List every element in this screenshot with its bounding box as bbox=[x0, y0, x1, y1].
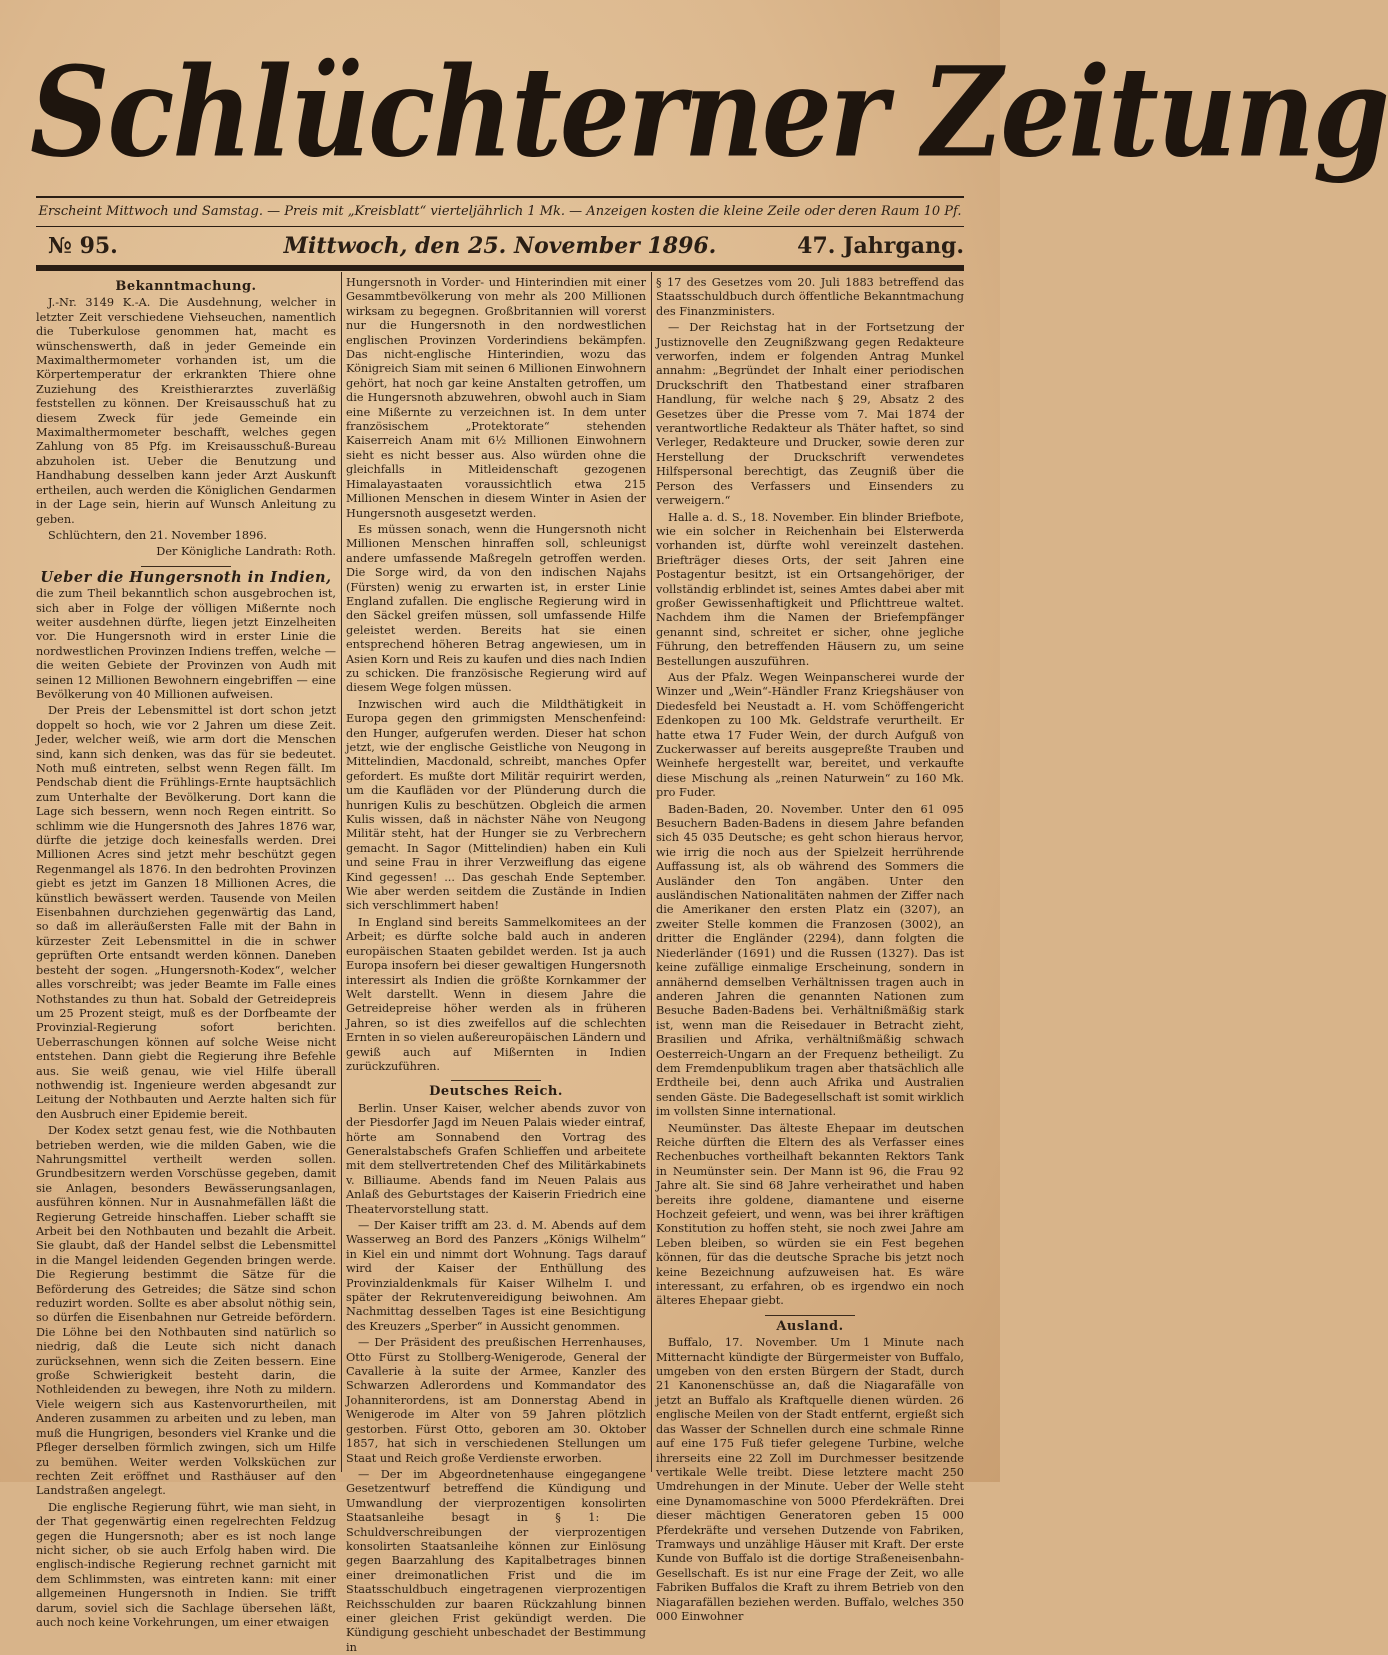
paragraph: § 17 des Gesetzes vom 20. Juli 1883 betreffend das Staatsschuldbuch durch öffentliche Bekanntmachung des Finanzministers. bbox=[656, 276, 964, 318]
paragraph: Der Kodex setzt genau fest, wie die Nothbauten betrieben werden, wie die milden Gaben, wie die Nahrungsmittel vertheilt werden sollen. Grundbesitzern werden Vorschüsse gegeben, damit sie Anlagen, besonders Bewässerungsanlagen, ausführen können. Nur in Ausnahmefällen läßt die Regierung Getreide hinschaffen. Lieber schafft sie Arbeit bei den Nothbauten und bezahlt die Arbeit. Sie glaubt, daß der Handel selbst die Lebensmittel in die Mangel leidenden Gegenden bringen werde. Die Regierung bestimmt die Sätze für die Beförderung des Getreides; die Sätze sind schon reduzirt worden. Sollte es aber absolut nöthig sein, so dürfen die Eisenbahnen nur Getreide befördern. Die Löhne bei den Nothbauten sind natürlich so niedrig, daß die Leute sich nicht danach zurücksehnen, wenn sich die Zeiten bessern. Eine große Schwierigkeit besteht darin, die Nothleidenden zu bewegen, ihre Noth zu mildern. Viele weigern sich aus Kastenvorurtheilen, mit Anderen zusammen zu arbeiten und zu leben, man muß die Hungrigen, besonders viel Kranke und die Pfleger derselben förmlich zwingen, sich um Hilfe zu bemühen. Weiter werden Volksküchen zur rechten Zeit eröffnet und Rasthäuser auf den Landstraßen angelegt. bbox=[36, 1124, 336, 1498]
section-heading-deutsches-reich: Deutsches Reich. bbox=[429, 1084, 563, 1100]
paragraph: Die englische Regierung führt, wie man sieht, in der That gegenwärtig einen regelrechten Feldzug gegen die Hungersnoth; aber es ist noch lange nicht sicher, ob sie auch Erfolg haben wird. Die englisch-indische Regierung rechnet garnicht mit dem Schlimmsten, was eintreten kann: mit einer allgemeinen Hungersnoth in Indien. Sie trifft darum, soviel sich die Sachlage übersehen läßt, auch noch keine Vorkehrungen, um einer etwaigen bbox=[36, 1500, 336, 1629]
notice-date: Schlüchtern, den 21. November 1896. bbox=[48, 528, 267, 542]
paragraph: Hungersnoth in Vorder- und Hinterindien mit einer Gesammtbevölkerung von mehr als 200 Millionen wirksam zu begegnen. Großbritannien will vorerst nur die Hungersnoth in den nordwestlichen englischen Provinzen Vorderindiens bekämpfen. Das nicht-englische Hinterindien, wozu das Königreich Siam mit seinen 6 Millionen Einwohnern gehört, hat noch gar keine Anstalten getroffen, um die Hungersnoth abzuwehren, obwohl auch in Siam eine Mißernte zu verzeichnen ist. In dem unter französischem „Protektorate“ stehenden Kaiserreich Anam mit 6½ Millionen Einwohnern sieht es nicht besser aus. Also würden ohne die gleichfalls in Mitleidenschaft gezogenen Himalayastaaten voraussichtlich etwa 215 Millionen Menschen in diesem Winter in Asien der Hungersnoth ausgesetzt werden. bbox=[346, 276, 646, 520]
notice-heading: Bekanntmachung. bbox=[115, 279, 257, 294]
column-1 bbox=[36, 276, 336, 1629]
paragraph: Buffalo, 17. November. Um 1 Minute nach Mitternacht kündigte der Bürgermeister von Buffalo, umgeben von den ersten Bürgern der Stadt, durch 21 Kanonenschüsse an, daß die Niagarafälle von jetzt an Buffalo als Kraftquelle dienen würden. 26 englische Meilen von der Stadt entfernt, ergießt sich das Wasser der Schnellen durch eine schmale Rinne auf eine 175 Fuß tiefer gelegene Turbine, welche ihrerseits eine 22 Zoll im Durchmesser besitzende vertikale Welle treibt. Diese letztere macht 250 Umdrehungen in der Minute. Ueber der Welle steht eine Dynamomaschine von 5000 Pferdekräften. Drei dieser mächtigen Generatoren geben 15 000 Pferdekräfte und versehen Dutzende von Fabriken, Tramways und unzählige Häuser mit Kraft. Der erste Kunde von Buffalo ist die dortige Straßeneisenbahn-Gesellschaft. Es ist nur eine Frage der Zeit, wo alle Fabriken Buffalos die Kraft zu ihrem Betrieb von den Niagarafällen beziehen werden. Buffalo, welches 350 000 Einwohner bbox=[656, 1336, 964, 1623]
paragraph: — Der im Abgeordnetenhause eingegangene Gesetzentwurf betreffend die Kündigung und Umwandlung der vierprozentigen konsolirten Staatsanleihe besagt in § 1: Die Schuldverschreibungen der vierprozentigen konsolirten Staatsanleihe können zur Einlösung gegen Baarzahlung des Kapitalbetrages binnen einer dreimonatlichen Frist und die im Staatsschuldbuch eingetragenen vierprozentigen Reichsschulden zur baaren Rückzahlung binnen einer gleichen Frist gekündigt werden. Die Kündigung geschieht unbeschadet der Bestimmung in bbox=[346, 1467, 646, 1654]
paragraph: Es müssen sonach, wenn die Hungersnoth nicht Millionen Menschen hinraffen soll, schleunigst andere umfassende Maßregeln getroffen werden. Die Sorge wird, da von den indischen Najahs (Fürsten) wenig zu erwarten ist, in erster Linie England zufallen. Die englische Regierung wird in den Säckel greifen müssen, soll umfassende Hilfe geleistet werden. Bereits hat sie einen entsprechend höheren Betrag angewiesen, um in Asien Korn und Reis zu kaufen und dies nach Indien zu schicken. Die französische Regierung wird auf diesem Wege folgen müssen. bbox=[346, 522, 646, 695]
paragraph: die zum Theil bekanntlich schon ausgebrochen ist, sich aber in Folge der völligen Mißernte noch weiter ausdehnen dürfte, liegen jetzt Einzelheiten vor. Die Hungersnoth wird in erster Linie die nordwestlichen Provinzen Indiens treffen, welche — die weiten Gebiete der Provinzen von Audh mit seinen 12 Millionen Bewohnern eingebriffen — eine Bevölkerung von 40 Millionen aufweisen. bbox=[36, 587, 336, 701]
paragraph: In England sind bereits Sammelkomitees an der Arbeit; es dürfte solche bald auch in anderen europäischen Staaten gebildet werden. Ist ja auch Europa insofern bei dieser gewaltigen Hungersnoth interessirt als Indien die größte Kornkammer der Welt darstellt. Wenn in diesem Jahre die Getreidepreise höher werden als in früheren Jahren, so ist dies zweifellos auf die schlechten Ernten in so vielen außereuropäischen Ländern und gewiß auch auf Mißernten in Indien zurückzuführen. bbox=[346, 915, 646, 1073]
paragraph: Baden-Baden, 20. November. Unter den 61 095 Besuchern Baden-Badens in diesem Jahre befanden sich 45 035 Deutsche; es geht schon hieraus hervor, wie irrig die noch aus der Spielzeit herrührende Auffassung ist, als ob während des Sommers die Ausländer den Ton angäben. Unter den ausländischen Nationalitäten nahmen der Ziffer nach die Amerikaner den ersten Platz ein (3207), an zweiter Stelle kommen die Franzosen (3002), an dritter die Engländer (2294), dann folgten die Niederländer (1691) und die Russen (1327). Das ist keine zufällige einmalige Erscheinung, sondern in annähernd demselben Verhältnissen tragen auch in anderen Jahren die genannten Nationen zum Besuche Baden-Badens bei. Verhältnißmäßig stark ist, wenn man die Reisedauer in Betracht zieht, Brasilien und Afrika, verhältnißmäßig schwach Oesterreich-Ungarn an der Frequenz betheiligt. Zu dem Fremdenpublikum tragen aber thatsächlich alle Erdtheile bei, denn auch Afrika und Australien senden Gäste. Die Badegesellschaft ist somit wirklich im vollsten Sinne international. bbox=[656, 802, 964, 1119]
issue-line bbox=[36, 226, 964, 266]
paragraph: — Der Reichstag hat in der Fortsetzung der Justiznovelle den Zeugnißzwang gegen Redakteure verworfen, indem er folgenden Antrag Munkel annahm: „Begründet der Inhalt einer periodischen Druckschrift den Thatbestand einer strafbaren Handlung, für welche nach § 29, Absatz 2 des Gesetzes über die Presse vom 7. Mai 1874 der verantwortliche Redakteur als Thäter haftet, so sind Verleger, Redakteure und Drucker, sowie deren zur Herstellung der Druckschrift verwendetes Hilfspersonal berechtigt, das Zeugniß über die Person des Verfassers und Einsenders zu verweigern.“ bbox=[656, 321, 964, 508]
separator bbox=[451, 1080, 541, 1081]
column-3 bbox=[656, 276, 964, 1623]
section-heading-ausland: Ausland. bbox=[776, 1318, 844, 1334]
paragraph: Inzwischen wird auch die Mildthätigkeit in Europa gegen den grimmigsten Menschenfeind: den Hunger, aufgerufen werden. Dieser hat schon jetzt, wie der englische Geistliche von Neugong in Mittelindien, Macdonald, schreibt, manches Opfer gefordert. Es mußte dort Militär requirirt werden, um die Kaufläden vor der Plünderung durch die hunrigen Kulis zu beschützen. Obgleich die armen Kulis wissen, daß in nächster Nähe von Neugong Militär steht, hat der Hunger sie zu Verbrechern gemacht. In Sagor (Mittelindien) haben ein Kuli und seine Frau in ihrer Verzweiflung das eigene Kind gegessen! ... Das geschah Ende September. Wie aber werden seitdem die Zustände in Indien sich verschlimmert haben! bbox=[346, 697, 646, 913]
article-heading-hungersnoth: Ueber die Hungersnoth in Indien, bbox=[40, 568, 332, 586]
separator bbox=[765, 1315, 855, 1316]
paragraph: Halle a. d. S., 18. November. Ein blinder Briefbote, wie ein solcher in Reichenhain bei Elsterwerda vorhanden ist, dürfte wohl vereinzelt dastehen. Briefträger dieses Orts, der seit Jahren eine Postagentur besitzt, ist ein Ortsangehöriger, der vollständig erblindet ist, seines Amtes dabei aber mit großer Gewissenhaftigkeit und Pflichttreue waltet. Nachdem ihm die Namen der Briefempfänger genannt sind, schreitet er sicher, ohne jegliche Führung, den betreffenden Häusern zu, um seine Bestellungen auszuführen. bbox=[656, 510, 964, 668]
notice-signature: Der Königliche Landrath: Roth. bbox=[156, 545, 336, 559]
masthead-title: Schlüchterner Zeitung bbox=[30, 40, 1388, 185]
paragraph: Berlin. Unser Kaiser, welcher abends zuvor von der Piesdorfer Jagd im Neuen Palais wieder eintraf, hörte am Sonnabend den Vortrag des Generalstabschefs Grafen Schlieffen und arbeitete mit dem stellvertretenden Chef des Militärkabinets v. Billiaume. Abends fand im Neuen Palais aus Anlaß des Geburtstages der Kaiserin Friedrich eine Theatervorstellung statt. bbox=[346, 1101, 646, 1216]
paragraph: Aus der Pfalz. Wegen Weinpanscherei wurde der Winzer und „Wein“-Händler Franz Kriegshäuser von Diedesfeld bei Neustadt a. H. vom Schöffengericht Edenkopen zu 100 Mk. Geldstrafe verurtheilt. Er hatte etwa 17 Fuder Wein, der durch Aufguß von Zuckerwasser auf bereits ausgepreßte Trauben und Weinhefe hergestellt war, bereitet, und verkaufte diese Mischung als „reinen Naturwein“ zu 160 Mk. pro Fuder. bbox=[656, 670, 964, 800]
column-divider bbox=[651, 272, 652, 1472]
paragraph: — Der Präsident des preußischen Herrenhauses, Otto Fürst zu Stollberg-Wenigerode, General der Cavallerie à la suite der Armee, Kanzler des Schwarzen Adlerordens und Kommandator des Johanniterordens, ist am Donnerstag Abend in Wenigerode im Alter von 59 Jahren plötzlich gestorben. Fürst Otto, geboren am 30. Oktober 1857, hat sich in verschiedenen Stellungen um Staat und Reich große Verdienste erworben. bbox=[346, 1336, 646, 1465]
subscription-line: Erscheint Mittwoch und Samstag. — Preis mit „Kreisblatt“ vierteljährlich 1 Mk. — Anzeigen kosten die kleine Zeile oder deren Raum 10 Pf. bbox=[36, 196, 964, 227]
notice-body: J.-Nr. 3149 K.-A. Die Ausdehnung, welcher in letzter Zeit verschiedene Viehseuchen, namentlich die Tuberkulose genommen hat, macht es wünschenswerth, daß in jeder Gemeinde ein Maximalthermometer vorhanden ist, um die Körpertemperatur der erkrankten Thiere ohne Zuziehung des Kreisthierarztes zuverläßig feststellen zu können. Der Kreisausschuß hat zu diesem Zweck für jede Gemeinde ein Maximalthermometer beschafft, welches gegen Zahlung von 85 Pfg. im Kreisausschuß-Bureau abzuholen ist. Ueber die Benutzung und Handhabung desselben kann jeder Arzt Auskunft ertheilen, auch werden die Königlichen Gendarmen in der Lage sein, hierin auf Wunsch Anleitung zu geben. bbox=[36, 296, 336, 526]
issue-number: № 95. bbox=[48, 233, 118, 259]
header-rule bbox=[36, 265, 964, 271]
paragraph: Neumünster. Das älteste Ehepaar im deutschen Reiche dürften die Eltern des als Verfasser eines Rechenbuches vortheilhaft bekannten Rektors Tank in Neumünster sein. Der Mann ist 96, die Frau 92 Jahre alt. Sie sind 68 Jahre verheirathet und haben bereits ihre goldene, diamantene und eiserne Hochzeit gefeiert, und wenn, was bei ihrer kräftigen Konstitution zu hoffen steht, sie noch zwei Jahre am Leben bleiben, so würden sie ein Fest begehen können, für das die deutsche Sprache bis jetzt noch keine Bezeichnung aufzuweisen hat. Es wäre interessant, zu erfahren, ob es irgendwo ein noch älteres Ehepaar giebt. bbox=[656, 1121, 964, 1308]
paragraph: — Der Kaiser trifft am 23. d. M. Abends auf dem Wasserweg an Bord des Panzers „Königs Wilhelm“ in Kiel ein und nimmt dort Wohnung. Tags darauf wird der Kaiser der Enthüllung des Provinzialdenkmals für Kaiser Wilhelm I. und später der Rekrutenvereidigung beiwohnen. Am Nachmittag desselben Tages ist eine Besichtigung des Kreuzers „Sperber“ in Aussicht genommen. bbox=[346, 1219, 646, 1333]
paragraph: Der Preis der Lebensmittel ist dort schon jetzt doppelt so hoch, wie vor 2 Jahren um diese Zeit. Jeder, welcher weiß, wie arm dort die Menschen sind, kann sich denken, was das für sie bedeutet. Noth muß eintreten, selbst wenn Regen fällt. Im Pendschab dient die Frühlings-Ernte hauptsächlich zum Unterhalte der Bevölkerung. Dort kann die Lage sich bessern, wenn noch Regen eintritt. So schlimm wie die Hungersnoth des Jahres 1876 war, dürfte die jetzige doch keinesfalls werden. Drei Millionen Acres sind jetzt mehr beschützt gegen Regenmangel als 1876. In den bedrohten Provinzen giebt es jetzt im Ganzen 18 Millionen Acres, die künstlich bewässert werden. Tausende von Meilen Eisenbahnen durchziehen gegenwärtig das Land, so daß im alleräußersten Falle mit der Bahn in kürzester Zeit Lebensmittel in die in schwer geprüften Orte entsandt werden können. Daneben besteht der sogen. „Hungersnoth-Kodex“, welcher alles vorschreibt; was jeder Beamte im Falle eines Nothstandes zu thun hat. Sobald der Getreidepreis um 25 Prozent steigt, muß es der Dorfbeamte der Provinzial-Regierung sofort berichten. Ueberraschungen können auf solche Weise nicht entstehen. Dann giebt die Regierung ihre Befehle aus. Sie weiß genau, wie viel Hilfe überall nothwendig ist. Ingenieure werden abgesandt zur Leitung der Nothbauten und Aerzte halten sich für den Ausbruch einer Epidemie bereit. bbox=[36, 704, 336, 1121]
column-divider bbox=[341, 272, 342, 1472]
column-2 bbox=[346, 276, 646, 1654]
separator bbox=[141, 566, 231, 567]
issue-date: Mittwoch, den 25. November 1896. bbox=[283, 233, 717, 259]
issue-year: 47. Jahrgang. bbox=[797, 233, 964, 259]
